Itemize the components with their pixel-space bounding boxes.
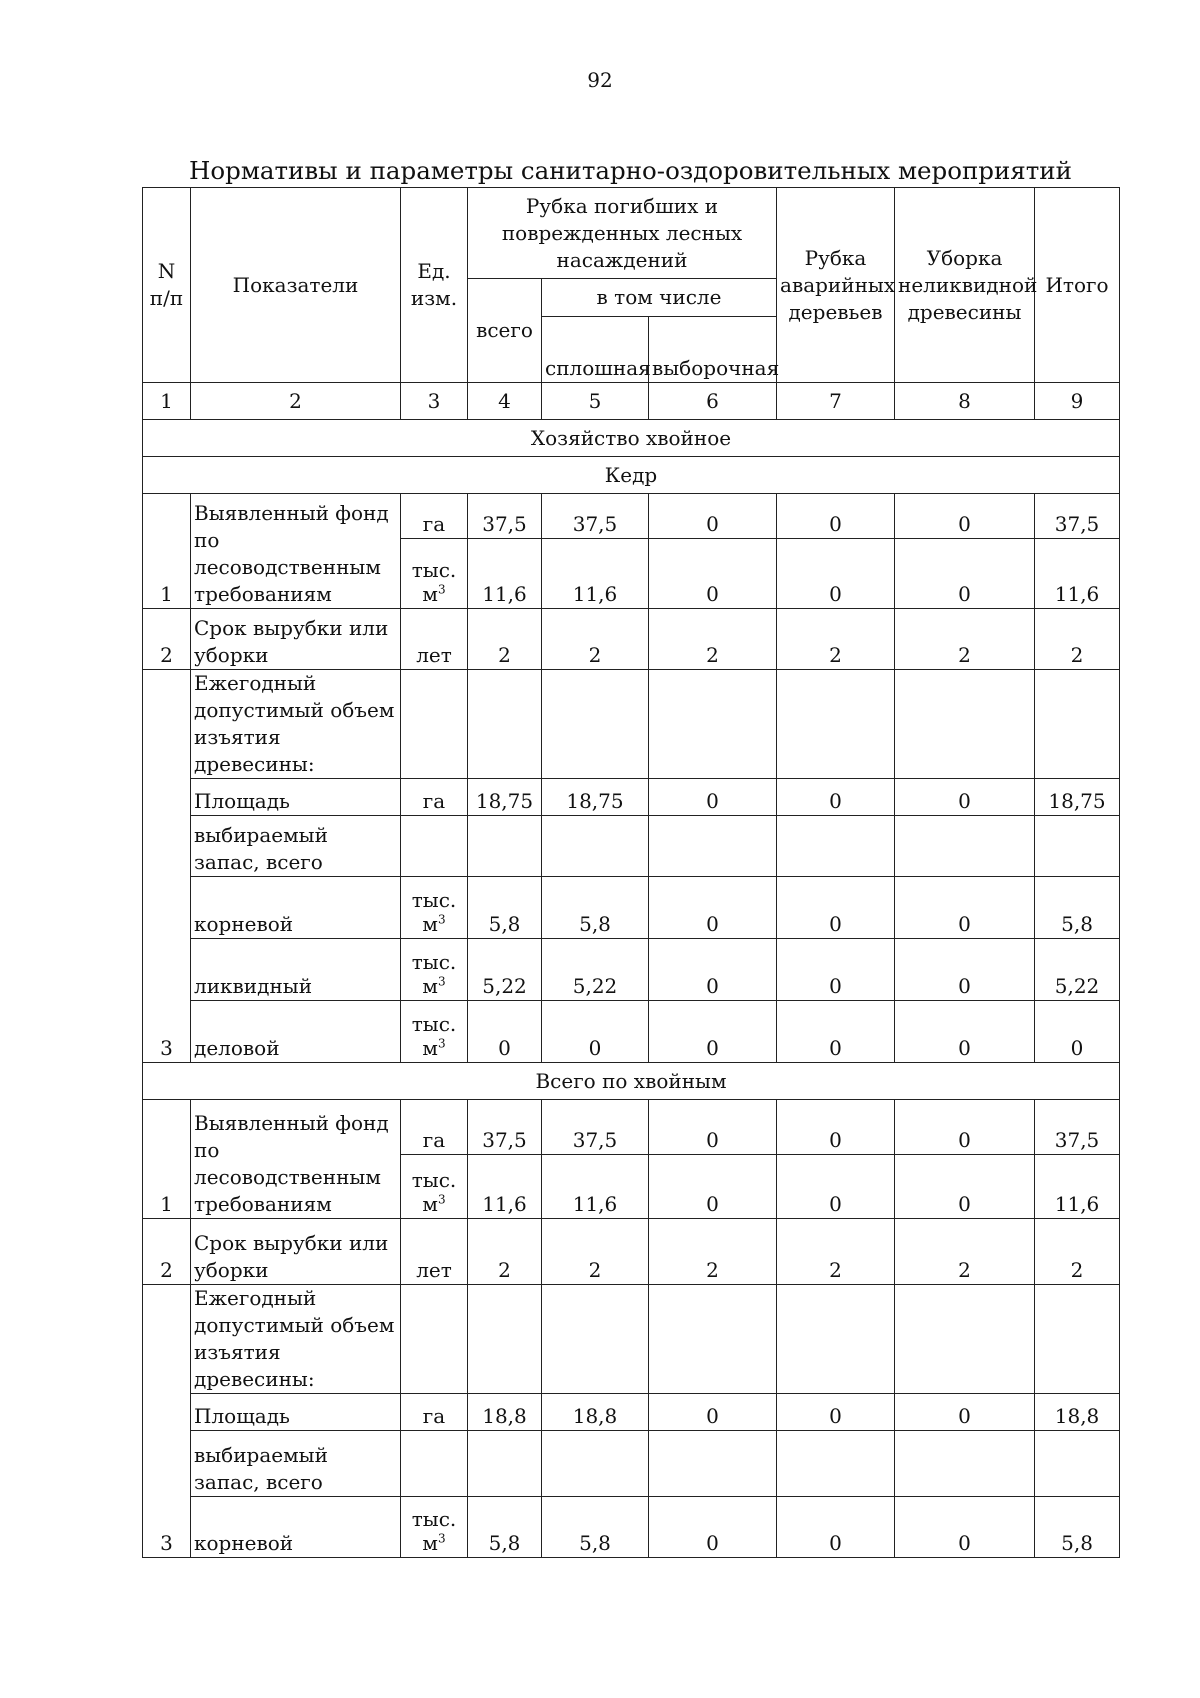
header-unit: Ед. изм.: [401, 188, 468, 383]
header-group: Рубка погибших и поврежденных лесных насаждений: [468, 188, 777, 279]
empty-cell: [895, 670, 1035, 779]
value-cell: 0: [895, 779, 1035, 816]
value-cell: 0: [777, 1394, 895, 1431]
row-number: 3: [143, 1285, 191, 1558]
empty-cell: [401, 670, 468, 779]
value-cell: 0: [895, 1001, 1035, 1063]
value-cell: 0: [777, 1155, 895, 1219]
value-cell: 0: [895, 539, 1035, 609]
empty-cell: [468, 1285, 542, 1394]
value-cell: 0: [1035, 1001, 1120, 1063]
unit-base: м: [422, 974, 438, 998]
value-cell: 2: [468, 1219, 542, 1285]
value-cell: 18,8: [542, 1394, 649, 1431]
header-emergency: Рубка аварийных деревьев: [777, 188, 895, 383]
value-cell: 0: [777, 1100, 895, 1155]
header-all: всего: [468, 279, 542, 383]
value-cell: 0: [649, 939, 777, 1001]
header-selective: выборочная: [649, 317, 777, 383]
value-cell: 0: [895, 939, 1035, 1001]
value-cell: 2: [895, 1219, 1035, 1285]
indicator-label: выбираемый запас, всего: [191, 1431, 401, 1497]
col-number: 4: [468, 383, 542, 420]
empty-cell: [895, 1285, 1035, 1394]
unit-prefix: тыс.: [411, 1507, 457, 1531]
value-cell: 5,8: [1035, 1497, 1120, 1558]
value-cell: 5,8: [1035, 877, 1120, 939]
section-header: Всего по хвойным: [143, 1063, 1120, 1100]
value-cell: 18,75: [468, 779, 542, 816]
value-cell: 11,6: [542, 539, 649, 609]
unit-cell: [401, 539, 468, 609]
unit-base: м: [422, 912, 438, 936]
value-cell: 0: [649, 1155, 777, 1219]
value-cell: 11,6: [542, 1155, 649, 1219]
header-num: N п/п: [143, 188, 191, 383]
col-number: 9: [1035, 383, 1120, 420]
indicator-label: ликвидный: [191, 939, 401, 1001]
unit-prefix: тыс.: [411, 558, 457, 582]
empty-cell: [777, 1431, 895, 1497]
empty-cell: [895, 816, 1035, 877]
value-cell: 0: [649, 539, 777, 609]
empty-cell: [777, 1285, 895, 1394]
col-number: 7: [777, 383, 895, 420]
empty-cell: [1035, 816, 1120, 877]
value-cell: 5,22: [542, 939, 649, 1001]
empty-cell: [468, 670, 542, 779]
unit-exponent: 3: [437, 974, 446, 989]
indicator-label: Выявленный фонд по лесоводственным требованиям: [191, 494, 401, 609]
unit-exponent: 3: [437, 912, 446, 927]
empty-cell: [401, 1285, 468, 1394]
unit-prefix: тыс.: [411, 1012, 457, 1036]
empty-cell: [468, 816, 542, 877]
value-cell: 18,8: [468, 1394, 542, 1431]
value-cell: 11,6: [468, 539, 542, 609]
value-cell: 2: [895, 609, 1035, 670]
empty-cell: [401, 816, 468, 877]
empty-cell: [542, 816, 649, 877]
sanitary-measures-table: [142, 187, 1120, 1558]
unit-exponent: 3: [437, 1192, 446, 1207]
unit-cell: га: [401, 779, 468, 816]
value-cell: 11,6: [1035, 539, 1120, 609]
indicator-label: выбираемый запас, всего: [191, 816, 401, 877]
value-cell: 0: [777, 539, 895, 609]
empty-cell: [542, 1431, 649, 1497]
value-cell: 37,5: [468, 494, 542, 539]
value-cell: 0: [777, 939, 895, 1001]
empty-cell: [1035, 1431, 1120, 1497]
unit-base: м: [422, 1531, 438, 1555]
header-including: в том числе: [542, 279, 777, 317]
indicator-label: Выявленный фонд по лесоводственным требованиям: [191, 1100, 401, 1219]
empty-cell: [649, 816, 777, 877]
value-cell: 0: [542, 1001, 649, 1063]
empty-cell: [1035, 670, 1120, 779]
row-number: 2: [143, 1219, 191, 1285]
indicator-label: Ежегодный допустимый объем изъятия древесины:: [191, 670, 401, 779]
row-number: 1: [143, 494, 191, 609]
indicator-label: деловой: [191, 1001, 401, 1063]
unit-exponent: 3: [437, 582, 446, 597]
value-cell: 5,22: [468, 939, 542, 1001]
value-cell: 37,5: [1035, 1100, 1120, 1155]
value-cell: 2: [1035, 1219, 1120, 1285]
value-cell: 0: [649, 1497, 777, 1558]
header-clear-cut: сплошная: [542, 317, 649, 383]
value-cell: 0: [649, 877, 777, 939]
row-number: 1: [143, 1100, 191, 1219]
value-cell: 0: [468, 1001, 542, 1063]
value-cell: 0: [895, 494, 1035, 539]
header-cleanup: Уборка неликвидной древесины: [895, 188, 1035, 383]
unit-cell: [401, 877, 468, 939]
col-number: 8: [895, 383, 1035, 420]
unit-cell: [401, 1497, 468, 1558]
value-cell: 18,75: [542, 779, 649, 816]
col-number: 6: [649, 383, 777, 420]
unit-base: м: [422, 1036, 438, 1060]
unit-cell: га: [401, 1394, 468, 1431]
unit-exponent: 3: [437, 1531, 446, 1546]
value-cell: 0: [777, 1001, 895, 1063]
column-number-row: [143, 383, 1120, 420]
row-number: 3: [143, 670, 191, 1063]
value-cell: 2: [649, 609, 777, 670]
value-cell: 2: [777, 1219, 895, 1285]
section-header: Хозяйство хвойное: [143, 420, 1120, 457]
value-cell: 5,8: [468, 1497, 542, 1558]
indicator-label: Площадь: [191, 1394, 401, 1431]
value-cell: 2: [1035, 609, 1120, 670]
value-cell: 0: [895, 1394, 1035, 1431]
value-cell: 37,5: [1035, 494, 1120, 539]
value-cell: 0: [777, 877, 895, 939]
value-cell: 0: [649, 1100, 777, 1155]
value-cell: 0: [895, 1497, 1035, 1558]
value-cell: 2: [542, 609, 649, 670]
indicator-label: Срок вырубки или уборки: [191, 609, 401, 670]
unit-cell: [401, 939, 468, 1001]
empty-cell: [649, 1285, 777, 1394]
unit-cell: [401, 1155, 468, 1219]
value-cell: 5,22: [1035, 939, 1120, 1001]
value-cell: 0: [895, 1100, 1035, 1155]
indicator-label: Срок вырубки или уборки: [191, 1219, 401, 1285]
unit-base: м: [422, 582, 438, 606]
value-cell: 5,8: [542, 1497, 649, 1558]
value-cell: 11,6: [1035, 1155, 1120, 1219]
page-number: 92: [587, 68, 613, 92]
empty-cell: [777, 670, 895, 779]
section-header: Кедр: [143, 457, 1120, 494]
unit-prefix: тыс.: [411, 950, 457, 974]
value-cell: 2: [649, 1219, 777, 1285]
value-cell: 0: [895, 1155, 1035, 1219]
value-cell: 5,8: [468, 877, 542, 939]
value-cell: 2: [542, 1219, 649, 1285]
value-cell: 0: [777, 494, 895, 539]
empty-cell: [649, 1431, 777, 1497]
value-cell: 0: [895, 877, 1035, 939]
empty-cell: [895, 1431, 1035, 1497]
empty-cell: [1035, 1285, 1120, 1394]
empty-cell: [401, 1431, 468, 1497]
document-title: Нормативы и параметры санитарно-оздоровительных мероприятий: [189, 156, 1072, 185]
value-cell: 2: [468, 609, 542, 670]
value-cell: 0: [777, 779, 895, 816]
unit-cell: [401, 1001, 468, 1063]
value-cell: 0: [649, 1394, 777, 1431]
unit-prefix: тыс.: [411, 888, 457, 912]
value-cell: 37,5: [542, 1100, 649, 1155]
empty-cell: [468, 1431, 542, 1497]
unit-cell: га: [401, 494, 468, 539]
col-number: 3: [401, 383, 468, 420]
value-cell: 18,75: [1035, 779, 1120, 816]
value-cell: 37,5: [542, 494, 649, 539]
unit-cell: лет: [401, 609, 468, 670]
indicator-label: Ежегодный допустимый объем изъятия древесины:: [191, 1285, 401, 1394]
col-number: 5: [542, 383, 649, 420]
empty-cell: [542, 1285, 649, 1394]
header-indicator: Показатели: [191, 188, 401, 383]
value-cell: 0: [649, 779, 777, 816]
value-cell: 0: [649, 1001, 777, 1063]
col-number: 1: [143, 383, 191, 420]
empty-cell: [542, 670, 649, 779]
unit-cell: лет: [401, 1219, 468, 1285]
col-number: 2: [191, 383, 401, 420]
row-number: 2: [143, 609, 191, 670]
indicator-label: корневой: [191, 877, 401, 939]
value-cell: 0: [649, 494, 777, 539]
value-cell: 18,8: [1035, 1394, 1120, 1431]
value-cell: 0: [777, 1497, 895, 1558]
indicator-label: корневой: [191, 1497, 401, 1558]
empty-cell: [649, 670, 777, 779]
value-cell: 11,6: [468, 1155, 542, 1219]
unit-cell: га: [401, 1100, 468, 1155]
unit-exponent: 3: [437, 1036, 446, 1051]
value-cell: 5,8: [542, 877, 649, 939]
unit-prefix: тыс.: [411, 1168, 457, 1192]
empty-cell: [777, 816, 895, 877]
value-cell: 37,5: [468, 1100, 542, 1155]
unit-base: м: [422, 1192, 438, 1216]
header-total: Итого: [1035, 188, 1120, 383]
indicator-label: Площадь: [191, 779, 401, 816]
value-cell: 2: [777, 609, 895, 670]
